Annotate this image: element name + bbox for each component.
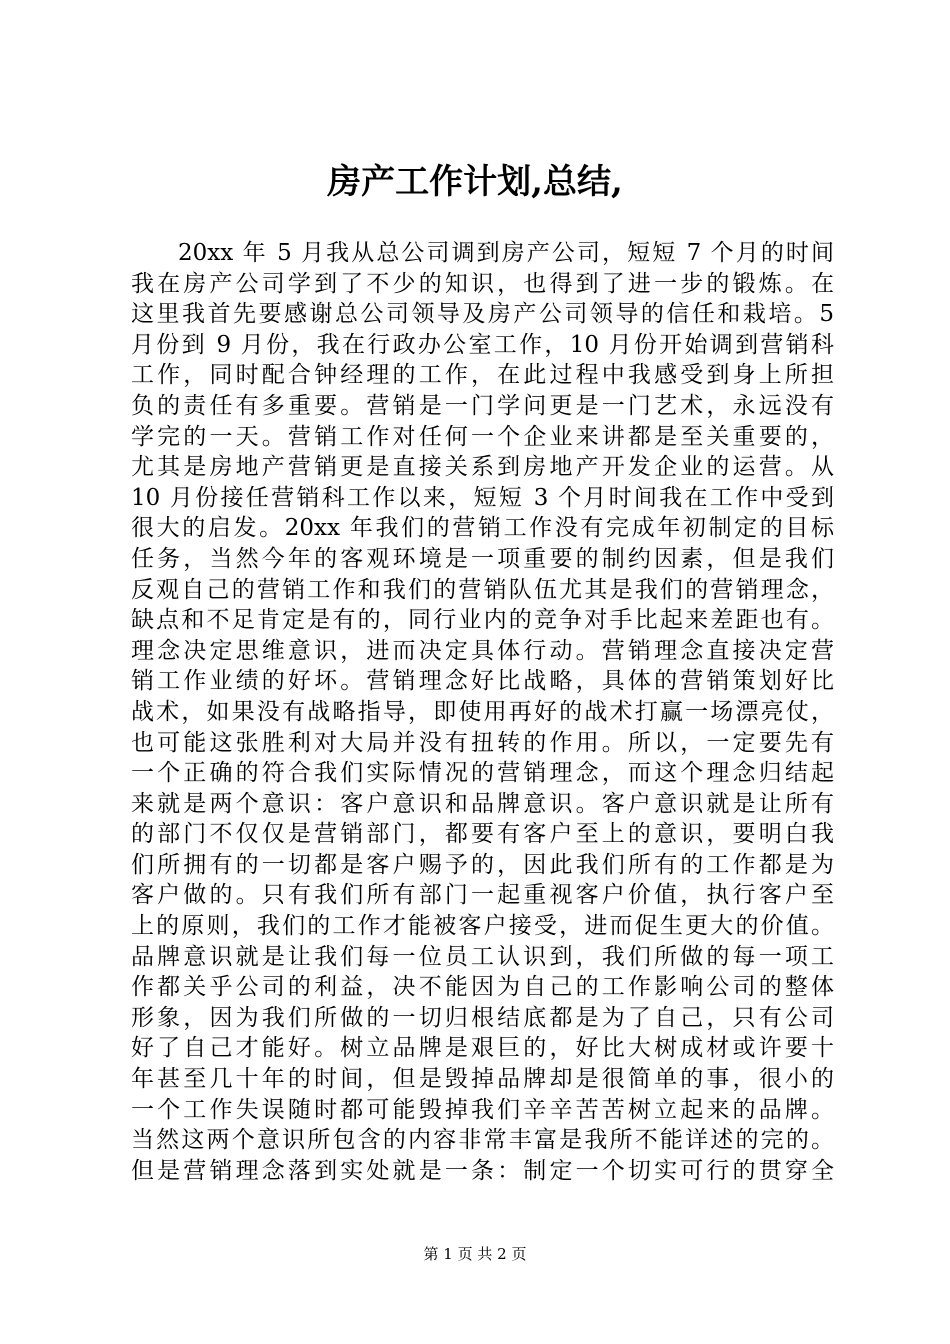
body-line: 也可能这张胜利对大局并没有扭转的作用。所以，一定要先有 <box>131 729 834 756</box>
body-line: 的部门不仅仅是营销部门，都要有客户至上的意识，要明白我 <box>131 821 834 848</box>
body-line: 战术，如果没有战略指导，即使用再好的战术打赢一场漂亮仗， <box>131 698 834 725</box>
body-line: 当然这两个意识所包含的内容非常丰富是我所不能详述的完的。 <box>131 1127 834 1154</box>
body-line: 负的责任有多重要。营销是一门学问更是一门艺术，永远没有 <box>131 392 834 419</box>
body-line: 但是营销理念落到实处就是一条：制定一个切实可行的贯穿全 <box>131 1157 834 1184</box>
body-line: 工作，同时配合钟经理的工作，在此过程中我感受到身上所担 <box>131 362 834 389</box>
body-line: 一个工作失误随时都可能毁掉我们辛辛苦苦树立起来的品牌。 <box>131 1096 834 1123</box>
page-indicator: 第 1 页 共 2 页 <box>423 1245 527 1263</box>
body-line: 缺点和不足肯定是有的，同行业内的竞争对手比起来差距也有。 <box>131 607 834 634</box>
body-line: 年甚至几十年的时间，但是毁掉品牌却是很简单的事，很小的 <box>131 1066 834 1093</box>
body-line: 我在房产公司学到了不少的知识，也得到了进一步的锻炼。在 <box>131 270 834 297</box>
body-line: 作都关乎公司的利益，决不能因为自己的工作影响公司的整体 <box>131 974 834 1001</box>
body-line: 销工作业绩的好坏。营销理念好比战略，具体的营销策划好比 <box>131 668 834 695</box>
document-body <box>131 238 834 1186</box>
body-line: 品牌意识就是让我们每一位员工认识到，我们所做的每一项工 <box>131 943 834 970</box>
body-line: 形象，因为我们所做的一切归根结底都是为了自己，只有公司 <box>131 1004 834 1031</box>
body-line: 这里我首先要感谢总公司领导及房产公司领导的信任和栽培。5 <box>131 301 834 328</box>
body-line: 20xx 年 5 月我从总公司调到房产公司，短短 7 个月的时间 <box>178 240 834 266</box>
body-line: 客户做的。只有我们所有部门一起重视客户价值，执行客户至 <box>131 882 834 909</box>
body-line: 月份到 9 月份，我在行政办公室工作，10 月份开始调到营销科 <box>131 331 834 358</box>
page-footer <box>0 1244 950 1264</box>
body-line: 来就是两个意识：客户意识和品牌意识。客户意识就是让所有 <box>131 790 834 817</box>
body-line: 理念决定思维意识，进而决定具体行动。营销理念直接决定营 <box>131 637 834 664</box>
body-line: 任务，当然今年的客观环境是一项重要的制约因素，但是我们 <box>131 545 834 572</box>
body-line: 学完的一天。营销工作对任何一个企业来讲都是至关重要的， <box>131 423 834 450</box>
body-line: 上的原则，我们的工作才能被客户接受，进而促生更大的价值。 <box>131 913 834 940</box>
body-line: 们所拥有的一切都是客户赐予的，因此我们所有的工作都是为 <box>131 851 834 878</box>
document-title: 房产工作计划,总结, <box>327 162 623 202</box>
body-line: 很大的启发。20xx 年我们的营销工作没有完成年初制定的目标 <box>131 515 834 542</box>
body-line: 尤其是房地产营销更是直接关系到房地产开发企业的运营。从 <box>131 454 834 481</box>
body-line: 10 月份接任营销科工作以来，短短 3 个月时间我在工作中受到 <box>131 484 834 511</box>
body-line: 一个正确的符合我们实际情况的营销理念，而这个理念归结起 <box>131 760 834 787</box>
body-line: 好了自己才能好。树立品牌是艰巨的，好比大树成材或许要十 <box>131 1035 834 1062</box>
body-line: 反观自己的营销工作和我们的营销队伍尤其是我们的营销理念， <box>131 576 834 603</box>
